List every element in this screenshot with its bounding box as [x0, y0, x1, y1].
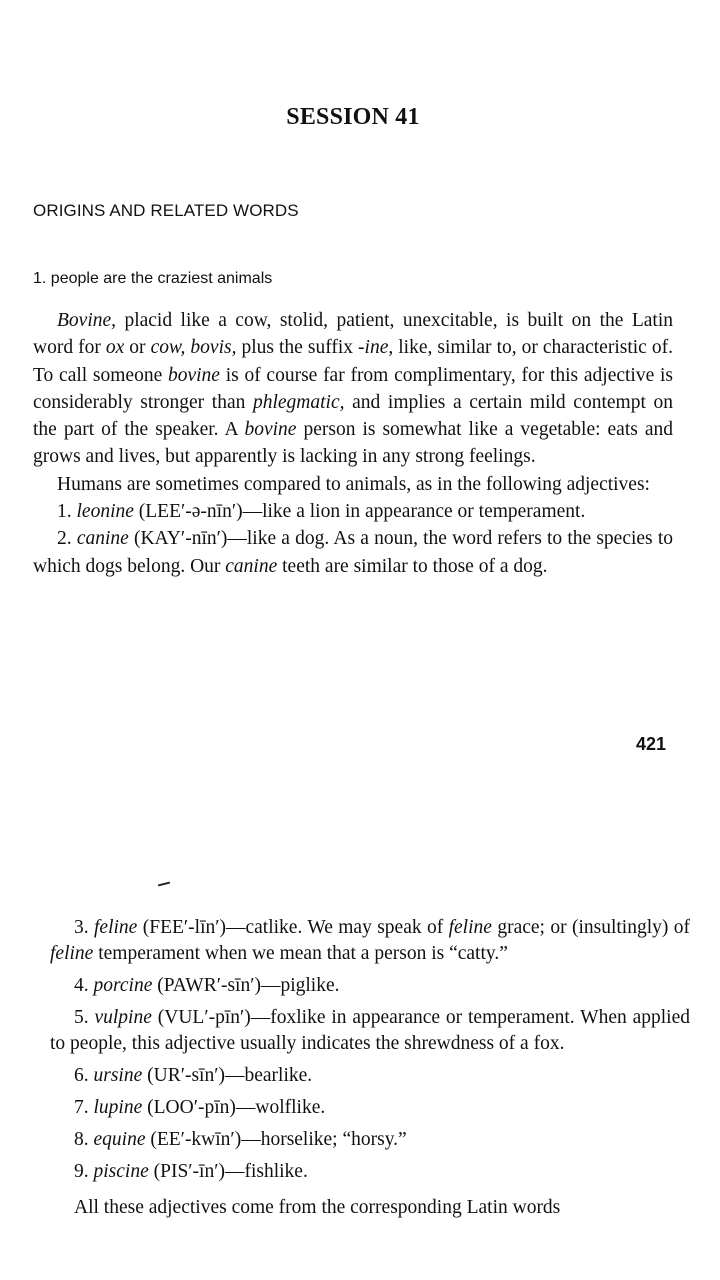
text-run: person is somewhat like a vegetable: eats and grows and lives, but apparently is lacking in any strong feelings.	[33, 419, 674, 468]
list-item	[33, 498, 673, 525]
text-run: temperament when we mean that a person is “catty.”	[93, 943, 508, 964]
text-block-bottom	[50, 915, 690, 1227]
paragraph-bovine	[33, 307, 673, 471]
term: canine	[225, 555, 278, 577]
term: phlegmatic,	[252, 391, 345, 413]
term: piscine	[93, 1161, 149, 1182]
list-item	[50, 1063, 690, 1089]
text-run: (KAY′-nīn′)—like a dog. As a noun, the word refers to the species to which dogs belong. Our	[33, 528, 673, 577]
text-run: (LEE′-ə-nīn′)—like a lion in appearance or temperament.	[133, 501, 586, 523]
term: leonine	[76, 501, 134, 523]
text-run: and implies a certain mild contempt on the part of the speaker. A	[33, 391, 673, 441]
term: lupine	[93, 1097, 143, 1118]
term: feline	[50, 943, 94, 964]
text-run: (LOO′-pīn)—wolflike.	[142, 1097, 326, 1118]
term: -ine,	[358, 337, 394, 359]
item-number: 8.	[74, 1129, 89, 1150]
list-item	[33, 525, 673, 580]
text-run: All these adjectives come from the corresponding Latin words	[74, 1197, 561, 1218]
term: vulpine	[94, 1007, 152, 1028]
page-number: 421	[636, 734, 667, 754]
term: porcine	[93, 975, 153, 996]
list-item	[50, 1127, 690, 1153]
item-number: 3.	[74, 917, 89, 938]
sub-heading: 1. people are the craziest animals	[33, 270, 273, 287]
term: canine	[76, 528, 129, 550]
paragraph-intro	[33, 471, 673, 498]
text-run: Humans are sometimes compared to animals, as in the following adjectives:	[57, 473, 650, 495]
text-run: (FEE′-līn′)—catlike. We may speak of	[137, 917, 449, 938]
text-run: plus the suffix	[236, 337, 359, 359]
item-number: 6.	[74, 1065, 89, 1086]
text-run: (PIS′-īn′)—fishlike.	[148, 1161, 308, 1182]
session-title: SESSION 41	[286, 104, 420, 130]
list-item	[50, 915, 690, 967]
text-block-top	[33, 307, 673, 580]
item-number: 9.	[74, 1161, 89, 1182]
text-run: like, similar to, or characteristic of. To call someone	[33, 337, 673, 386]
text-run: (PAWR′-sīn′)—piglike.	[152, 975, 340, 996]
list-item	[50, 1095, 690, 1121]
section-heading: ORIGINS AND RELATED WORDS	[33, 201, 299, 220]
item-number: 1.	[57, 501, 72, 523]
term: feline	[448, 917, 492, 938]
term: Bovine,	[57, 310, 117, 331]
text-run: is of course far from complimentary, for this adjective is considerably stronger than	[33, 364, 673, 413]
term: ursine	[93, 1065, 143, 1086]
item-number: 2.	[57, 528, 72, 550]
stray-mark	[158, 882, 170, 887]
list-item	[50, 973, 690, 999]
term: equine	[93, 1129, 146, 1150]
text-run: or	[124, 337, 151, 359]
term: bovine	[167, 364, 220, 386]
list-item	[50, 1005, 690, 1057]
term: feline	[94, 917, 138, 938]
item-number: 5.	[74, 1007, 89, 1028]
term: bovine	[244, 419, 297, 441]
text-run: (EE′-kwīn′)—horselike; “horsy.”	[145, 1129, 407, 1150]
text-run: teeth are similar to those of a dog.	[277, 555, 548, 577]
text-run: grace; or (insultingly) of	[491, 917, 690, 938]
paragraph-closing	[50, 1195, 690, 1221]
item-number: 7.	[74, 1097, 89, 1118]
item-number: 4.	[74, 975, 89, 996]
term: cow, bovis,	[150, 337, 237, 359]
text-run: (UR′-sīn′)—bearlike.	[142, 1065, 313, 1086]
list-item	[50, 1159, 690, 1185]
text-run: (VUL′-pīn′)—foxlike in appearance or temperament. When applied to people, this adjective usually indicates the shrewdness of a fox.	[50, 1007, 690, 1054]
text-run: placid like a cow, stolid, patient, unexcitable, is built on the Latin word for	[33, 310, 673, 359]
term: ox	[105, 337, 125, 359]
